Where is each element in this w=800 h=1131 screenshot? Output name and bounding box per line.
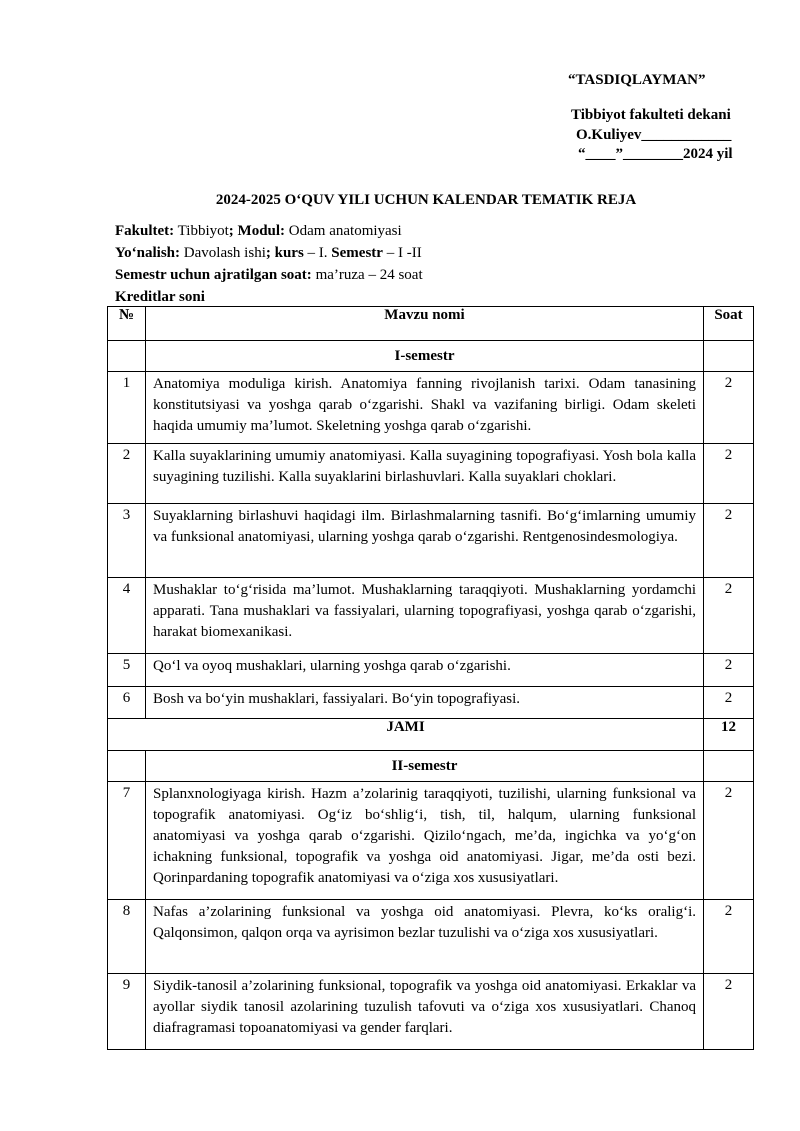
row-topic: Nafas a’zolarining funksional va yoshga oid anatomiyasi. Plevra, ko‘ks oralig‘i. Qalqonsimon, qalqon orqa va ayrisimon bezlar tuzulishi va o‘ziga xos xususiyatlari.: [146, 900, 704, 974]
row-hours: 2: [704, 654, 754, 687]
semester-row: [108, 751, 754, 782]
row-topic: Siydik-tanosil a’zolarining funksional, topografik va yoshga oid anatomiyasi. Erkaklar va ayollar siydik tanosil azolarining tuzulish tafovuti va o‘ziga xos xususiyatlari. Chanoq diafragramasi topoanatomiyasi va gender farqlari.: [146, 974, 704, 1050]
kurs-label: ; kurs: [265, 245, 304, 261]
soat-value: ma’ruza – 24 soat: [311, 267, 423, 283]
table-row: [108, 444, 754, 504]
semestr-value: – I -II: [382, 245, 422, 261]
meta-line-soat: [115, 264, 423, 286]
row-topic: Qo‘l va oyoq mushaklari, ularning yoshga qarab o‘zgarishi.: [146, 654, 704, 687]
semester-label: II-semestr: [146, 751, 704, 782]
table-row: [108, 687, 754, 719]
row-hours: 2: [704, 687, 754, 719]
semester-blank-cell: [704, 341, 754, 372]
row-topic: Mushaklar to‘g‘risida ma’lumot. Mushaklarning taraqqiyoti. Mushaklarning yordamchi apparati. Tana mushaklari va fassiyalari, ularning topografiyasi, yoshga qarab o‘zgarishi, harakat biomexanikasi.: [146, 578, 704, 654]
thematic-plan-table: [107, 306, 754, 1050]
approval-position: Tibbiyot fakulteti dekani: [571, 107, 731, 123]
meta-line-fakultet: [115, 220, 423, 242]
row-number: 1: [108, 372, 146, 444]
header-hours: Soat: [704, 307, 754, 341]
approval-title: “TASDIQLAYMAN”: [568, 72, 706, 88]
row-topic: Splanxnologiyaga kirish. Hazm a’zolarinig taraqqiyoti, tuzilishi, ularning funksional va topografik anatomiyasi. Og‘iz bo‘shlig‘i, tish, til, halqum, ularning funksional anatomiyasi va yoshga qarab o‘zgarishi. Qizilo‘ngach, me’da, ingichka va yo‘g‘on ichakning funksional, topografik va yoshga oid anatomiyasi. Jigar, me’da osti bezi. Qorinpardaning topografik anatomiyasi va o‘ziga xos xususiyatlari.: [146, 782, 704, 900]
row-number: 3: [108, 504, 146, 578]
header-topic: Mavzu nomi: [146, 307, 704, 341]
header-number: №: [108, 307, 146, 341]
row-topic: Anatomiya moduliga kirish. Anatomiya fanning rivojlanish tarixi. Odam tanasining konstitutsiyasi va yoshga qarab o‘zgarishi. Shakl va vazifaning birligi. Odam skeleti haqida umumiy ma’lumot. Skeletning yoshga qarab o‘zgarishi.: [146, 372, 704, 444]
row-number: 7: [108, 782, 146, 900]
modul-value: Odam anatomiyasi: [285, 223, 402, 239]
fakultet-value: Tibbiyot: [174, 223, 229, 239]
semester-row: [108, 341, 754, 372]
row-number: 4: [108, 578, 146, 654]
row-hours: 2: [704, 504, 754, 578]
row-number: 8: [108, 900, 146, 974]
row-topic: Bosh va bo‘yin mushaklari, fassiyalari. Bo‘yin topografiyasi.: [146, 687, 704, 719]
row-number: 9: [108, 974, 146, 1050]
document-title: 2024-2025 O‘QUV YILI UCHUN KALENDAR TEMATIK REJA: [215, 192, 637, 208]
kredit-label: Kreditlar soni: [115, 289, 205, 305]
table-row: [108, 974, 754, 1050]
row-hours: 2: [704, 900, 754, 974]
semester-blank-cell: [704, 751, 754, 782]
table-row: [108, 504, 754, 578]
approval-date: “____”________2024 yil: [578, 146, 733, 162]
yonalish-value: Davolash ishi: [180, 245, 266, 261]
table-row: [108, 578, 754, 654]
row-number: 5: [108, 654, 146, 687]
semester-blank-cell: [108, 751, 146, 782]
document-meta: [115, 220, 423, 308]
fakultet-label: Fakultet:: [115, 223, 175, 239]
row-hours: 2: [704, 578, 754, 654]
soat-label: Semestr uchun ajratilgan soat:: [115, 267, 312, 283]
total-hours: 12: [704, 719, 754, 751]
total-row: [108, 719, 754, 751]
total-label: JAMI: [108, 719, 704, 751]
semestr-label: Semestr: [331, 245, 383, 261]
row-topic: Kalla suyaklarining umumiy anatomiyasi. Kalla suyagining topografiyasi. Yosh bola kalla suyagining tuzilishi. Kalla suyaklarini birlashuvlari. Kalla suyaklari choklari.: [146, 444, 704, 504]
row-topic: Suyaklarning birlashuvi haqidagi ilm. Birlashmalarning tasnifi. Bo‘g‘imlarning umumiy va funksional anatomiyasi, ularning yoshga qarab o‘zgarishi. Rentgenosindesmologiya.: [146, 504, 704, 578]
semester-label: I-semestr: [146, 341, 704, 372]
meta-line-kredit: [115, 286, 423, 308]
row-hours: 2: [704, 782, 754, 900]
table-row: [108, 900, 754, 974]
table-row: [108, 372, 754, 444]
row-number: 6: [108, 687, 146, 719]
modul-label: ; Modul:: [228, 223, 286, 239]
table-row: [108, 654, 754, 687]
table-row: [108, 782, 754, 900]
row-number: 2: [108, 444, 146, 504]
table-header-row: [108, 307, 754, 341]
yonalish-label: Yo‘nalish:: [115, 245, 181, 261]
approval-signer: O.Kuliyev____________: [576, 127, 732, 143]
meta-line-yonalish: [115, 242, 423, 264]
row-hours: 2: [704, 444, 754, 504]
row-hours: 2: [704, 974, 754, 1050]
row-hours: 2: [704, 372, 754, 444]
kurs-value: – I.: [303, 245, 332, 261]
semester-blank-cell: [108, 341, 146, 372]
